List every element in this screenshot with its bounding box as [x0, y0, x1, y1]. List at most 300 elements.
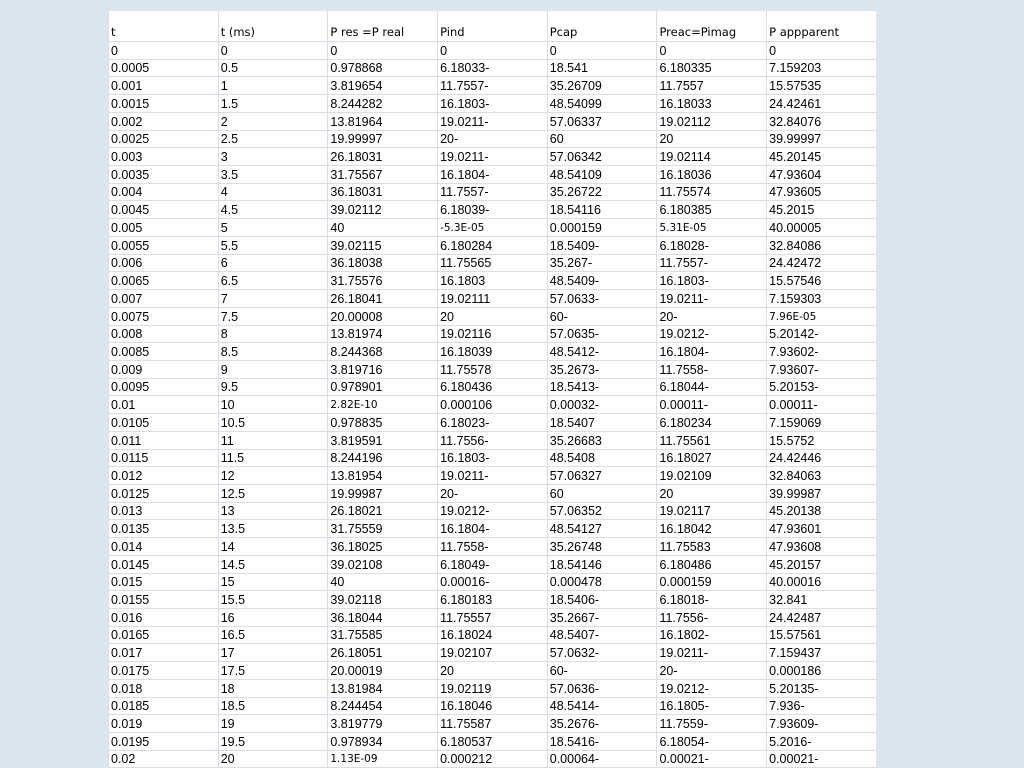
table-cell[interactable]: 6.180234	[657, 414, 767, 432]
table-cell[interactable]: 11.7558-	[657, 360, 767, 378]
table-cell[interactable]: 0.0125	[109, 484, 219, 502]
table-cell[interactable]: 18	[218, 679, 328, 697]
table-cell[interactable]: 7.96E-05	[767, 307, 876, 325]
table-cell[interactable]: 0.00021-	[767, 750, 876, 768]
table-cell[interactable]: 0.009	[109, 360, 219, 378]
table-cell[interactable]: 6.180486	[657, 555, 767, 573]
table-cell[interactable]: 6.18049-	[438, 555, 548, 573]
table-cell[interactable]: 19.02111	[438, 290, 548, 308]
table-cell[interactable]: 6.18028-	[657, 236, 767, 254]
table-cell[interactable]: 16.18042	[657, 520, 767, 538]
table-cell[interactable]: 57.06337	[547, 112, 657, 130]
table-cell[interactable]: 0.0075	[109, 307, 219, 325]
table-cell[interactable]: 19.02114	[657, 148, 767, 166]
column-header-pind[interactable]: Pind	[438, 11, 548, 42]
table-cell[interactable]: 11.7556-	[657, 609, 767, 627]
table-cell[interactable]: 9.5	[218, 378, 328, 396]
table-cell[interactable]: 20	[657, 130, 767, 148]
table-cell[interactable]: 18.54116	[547, 201, 657, 219]
table-cell[interactable]: 16.1805-	[657, 697, 767, 715]
table-cell[interactable]: 20-	[657, 662, 767, 680]
table-cell[interactable]: 0.0085	[109, 343, 219, 361]
table-cell[interactable]: 4.5	[218, 201, 328, 219]
table-cell[interactable]: 47.93604	[767, 166, 876, 184]
table-cell[interactable]: 20.00008	[328, 307, 438, 325]
table-cell[interactable]: 35.26709	[547, 77, 657, 95]
table-cell[interactable]: 19.0211-	[438, 112, 548, 130]
table-cell[interactable]: 18.5413-	[547, 378, 657, 396]
table-cell[interactable]: 7.159437	[767, 644, 876, 662]
table-row	[109, 42, 877, 60]
table-cell[interactable]: 7.93607-	[767, 360, 876, 378]
table-cell[interactable]: 20-	[438, 130, 548, 148]
table-cell[interactable]: 18.5407	[547, 414, 657, 432]
table-cell[interactable]: 11.75574	[657, 183, 767, 201]
table-cell[interactable]: 40	[328, 219, 438, 237]
table-cell[interactable]: 7.93602-	[767, 343, 876, 361]
table-cell[interactable]: 5.31E-05	[657, 219, 767, 237]
table-cell[interactable]: 14	[218, 538, 328, 556]
table-cell[interactable]: 18.5406-	[547, 591, 657, 609]
table-cell[interactable]: 39.99997	[767, 130, 876, 148]
table-cell[interactable]: 11.75557	[438, 609, 548, 627]
table-cell[interactable]: 19.0211-	[657, 644, 767, 662]
table-cell[interactable]: 7	[218, 290, 328, 308]
table-row	[109, 520, 877, 538]
table-cell[interactable]: 39.02108	[328, 555, 438, 573]
table-cell[interactable]: 48.54099	[547, 95, 657, 113]
table-cell[interactable]: 32.84076	[767, 112, 876, 130]
table-cell[interactable]: 48.5407-	[547, 626, 657, 644]
table-row	[109, 325, 877, 343]
table-cell[interactable]: 5.20153-	[767, 378, 876, 396]
table-cell[interactable]: 0.978934	[328, 733, 438, 751]
table-cell[interactable]: 60	[547, 130, 657, 148]
table-cell[interactable]: 0.01	[109, 396, 219, 414]
table-cell[interactable]: 1.13E-09	[328, 750, 438, 768]
table-cell[interactable]: 0	[328, 42, 438, 60]
table-cell[interactable]: 11.5	[218, 449, 328, 467]
table-cell[interactable]: 0	[218, 42, 328, 60]
table-cell[interactable]: 15.57546	[767, 272, 876, 290]
table-cell[interactable]: 16.1803-	[438, 95, 548, 113]
table-cell[interactable]: 6.180537	[438, 733, 548, 751]
table-cell[interactable]: 0.0105	[109, 414, 219, 432]
table-cell[interactable]: 0.014	[109, 538, 219, 556]
table-cell[interactable]: 0	[547, 42, 657, 60]
table-cell[interactable]: 0.000186	[767, 662, 876, 680]
table-cell[interactable]: 40.00016	[767, 573, 876, 591]
table-cell[interactable]: 8.244282	[328, 95, 438, 113]
table-cell[interactable]: 0.0155	[109, 591, 219, 609]
table-cell[interactable]: 11.75578	[438, 360, 548, 378]
table-cell[interactable]: 19.0211-	[657, 290, 767, 308]
table-row	[109, 166, 877, 184]
table-cell[interactable]: 7.159303	[767, 290, 876, 308]
table-cell[interactable]: 0.0165	[109, 626, 219, 644]
table-cell[interactable]: 16.1802-	[657, 626, 767, 644]
table-cell[interactable]: 15.5	[218, 591, 328, 609]
table-cell[interactable]: 0.000478	[547, 573, 657, 591]
table-cell[interactable]: 19.99987	[328, 484, 438, 502]
table-cell[interactable]: 16.5	[218, 626, 328, 644]
table-cell[interactable]: 1.5	[218, 95, 328, 113]
table-cell[interactable]: 32.84063	[767, 467, 876, 485]
table-cell[interactable]: 0.000212	[438, 750, 548, 768]
table-cell[interactable]: 19	[218, 715, 328, 733]
table-cell[interactable]: 3.819591	[328, 431, 438, 449]
table-cell[interactable]: 0.0195	[109, 733, 219, 751]
table-cell[interactable]: 24.42472	[767, 254, 876, 272]
table-cell[interactable]: 6.180385	[657, 201, 767, 219]
table-cell[interactable]: 35.26748	[547, 538, 657, 556]
table-cell[interactable]: 16.1803	[438, 272, 548, 290]
table-cell[interactable]: 20.00019	[328, 662, 438, 680]
table-cell[interactable]: 16.1804-	[657, 343, 767, 361]
table-cell[interactable]: 31.75576	[328, 272, 438, 290]
table-cell[interactable]: 10	[218, 396, 328, 414]
table-cell[interactable]: 57.0635-	[547, 325, 657, 343]
table-cell[interactable]: 18.5416-	[547, 733, 657, 751]
table-cell[interactable]: 24.42487	[767, 609, 876, 627]
table-cell[interactable]: 0.016	[109, 609, 219, 627]
table-cell[interactable]: 0.0115	[109, 449, 219, 467]
table-cell[interactable]: 36.18031	[328, 183, 438, 201]
table-cell[interactable]: 6.180183	[438, 591, 548, 609]
table-cell[interactable]: 20	[218, 750, 328, 768]
table-cell[interactable]: 0.0005	[109, 59, 219, 77]
table-cell[interactable]: 35.2667-	[547, 609, 657, 627]
table-cell[interactable]: 0.018	[109, 679, 219, 697]
table-cell[interactable]: 48.5409-	[547, 272, 657, 290]
table-cell[interactable]: 0.978868	[328, 59, 438, 77]
table-cell[interactable]: 0.00011-	[657, 396, 767, 414]
table-cell[interactable]: 13.5	[218, 520, 328, 538]
table-cell[interactable]: 1	[218, 77, 328, 95]
table-cell[interactable]: 11.7557-	[438, 183, 548, 201]
table-cell[interactable]: 40.00005	[767, 219, 876, 237]
table-cell[interactable]: 11.75565	[438, 254, 548, 272]
table-cell[interactable]: 0.0055	[109, 236, 219, 254]
table-cell[interactable]: 39.99987	[767, 484, 876, 502]
table-cell[interactable]: 5.20142-	[767, 325, 876, 343]
column-header-pcap[interactable]: Pcap	[547, 11, 657, 42]
table-cell[interactable]: 0.00011-	[767, 396, 876, 414]
table-cell[interactable]: 0.000159	[547, 219, 657, 237]
table-cell[interactable]: 0.006	[109, 254, 219, 272]
table-cell[interactable]: 2.5	[218, 130, 328, 148]
table-cell[interactable]: 48.54109	[547, 166, 657, 184]
table-row	[109, 750, 877, 768]
table-cell[interactable]: 17	[218, 644, 328, 662]
table-cell[interactable]: 39.02118	[328, 591, 438, 609]
table-cell[interactable]: 45.20145	[767, 148, 876, 166]
table-cell[interactable]: 48.5412-	[547, 343, 657, 361]
table-cell[interactable]: 0.003	[109, 148, 219, 166]
table-cell[interactable]: 19.02112	[657, 112, 767, 130]
table-cell[interactable]: 36.18025	[328, 538, 438, 556]
table-cell[interactable]: 5.20135-	[767, 679, 876, 697]
table-cell[interactable]: 6.18023-	[438, 414, 548, 432]
table-cell[interactable]: 40	[328, 573, 438, 591]
table-cell[interactable]: 0.012	[109, 467, 219, 485]
table-cell[interactable]: 0.00032-	[547, 396, 657, 414]
table-cell[interactable]: 6.180335	[657, 59, 767, 77]
table-cell[interactable]: 15.57535	[767, 77, 876, 95]
table-cell[interactable]: 15.5752	[767, 431, 876, 449]
table-cell[interactable]: 0.02	[109, 750, 219, 768]
table-cell[interactable]: 19.0212-	[657, 325, 767, 343]
table-cell[interactable]: 18.541	[547, 59, 657, 77]
table-cell[interactable]: 19.99997	[328, 130, 438, 148]
table-cell[interactable]: 19.02117	[657, 502, 767, 520]
column-header-p-real[interactable]: P res =P real	[328, 11, 438, 42]
table-cell[interactable]: 19.02109	[657, 467, 767, 485]
table-cell[interactable]: 24.42446	[767, 449, 876, 467]
table-cell[interactable]: 8.5	[218, 343, 328, 361]
table-cell[interactable]: 0.005	[109, 219, 219, 237]
table-cell[interactable]: 0.0185	[109, 697, 219, 715]
table-cell[interactable]: 0.000106	[438, 396, 548, 414]
table-cell[interactable]: 6	[218, 254, 328, 272]
table-cell[interactable]: 19.0211-	[438, 467, 548, 485]
table-cell[interactable]: 0.019	[109, 715, 219, 733]
table-cell[interactable]: 17.5	[218, 662, 328, 680]
table-cell[interactable]: 11.7559-	[657, 715, 767, 733]
table-cell[interactable]: 48.5414-	[547, 697, 657, 715]
table-cell[interactable]: 39.02112	[328, 201, 438, 219]
table-cell[interactable]: 11.7557-	[438, 77, 548, 95]
table-cell[interactable]: 45.20138	[767, 502, 876, 520]
table-cell[interactable]: 0.000159	[657, 573, 767, 591]
table-cell[interactable]: 20-	[657, 307, 767, 325]
column-header-t[interactable]: t	[109, 11, 219, 42]
table-cell[interactable]: 20-	[438, 484, 548, 502]
table-cell[interactable]: 12	[218, 467, 328, 485]
table-cell[interactable]: 7.93609-	[767, 715, 876, 733]
table-cell[interactable]: 36.18044	[328, 609, 438, 627]
table-cell[interactable]: 57.0633-	[547, 290, 657, 308]
table-cell[interactable]: 57.06327	[547, 467, 657, 485]
table-cell[interactable]: 10.5	[218, 414, 328, 432]
table-cell[interactable]: 16.1803-	[657, 272, 767, 290]
table-cell[interactable]: 32.84086	[767, 236, 876, 254]
table-cell[interactable]: 0.013	[109, 502, 219, 520]
table-cell[interactable]: 4	[218, 183, 328, 201]
table-cell[interactable]: -5.3E-05	[438, 219, 548, 237]
table-cell[interactable]: 0.0135	[109, 520, 219, 538]
table-cell[interactable]: 39.02115	[328, 236, 438, 254]
table-cell[interactable]: 5.5	[218, 236, 328, 254]
table-cell[interactable]: 57.06352	[547, 502, 657, 520]
table-cell[interactable]: 8.244368	[328, 343, 438, 361]
table-cell[interactable]: 8.244196	[328, 449, 438, 467]
table-cell[interactable]: 11.7557-	[657, 254, 767, 272]
table-cell[interactable]: 0.007	[109, 290, 219, 308]
table-cell[interactable]: 45.20157	[767, 555, 876, 573]
table-cell[interactable]: 13.81964	[328, 112, 438, 130]
table-cell[interactable]: 36.18038	[328, 254, 438, 272]
column-header-preac[interactable]: Preac=Pimag	[657, 11, 767, 42]
table-cell[interactable]: 11.7557	[657, 77, 767, 95]
table-cell[interactable]: 35.2673-	[547, 360, 657, 378]
column-header-t-ms[interactable]: t (ms)	[218, 11, 328, 42]
table-cell[interactable]: 0.017	[109, 644, 219, 662]
table-cell[interactable]: 20	[438, 662, 548, 680]
table-cell[interactable]: 16.18039	[438, 343, 548, 361]
table-cell[interactable]: 0.978835	[328, 414, 438, 432]
table-cell[interactable]: 11.75587	[438, 715, 548, 733]
table-cell[interactable]: 11.7556-	[438, 431, 548, 449]
table-cell[interactable]: 8	[218, 325, 328, 343]
table-cell[interactable]: 16.18027	[657, 449, 767, 467]
table-cell[interactable]: 0.0025	[109, 130, 219, 148]
table-cell[interactable]: 3	[218, 148, 328, 166]
table-cell[interactable]: 6.5	[218, 272, 328, 290]
table-cell[interactable]: 6.18054-	[657, 733, 767, 751]
table-cell[interactable]: 6.18044-	[657, 378, 767, 396]
table-cell[interactable]: 11.75583	[657, 538, 767, 556]
table-cell[interactable]: 0.0065	[109, 272, 219, 290]
table-cell[interactable]: 5	[218, 219, 328, 237]
table-cell[interactable]: 19.02107	[438, 644, 548, 662]
table-cell[interactable]: 35.267-	[547, 254, 657, 272]
table-cell[interactable]: 7.159069	[767, 414, 876, 432]
table-cell[interactable]: 0.00016-	[438, 573, 548, 591]
table-cell[interactable]: 13.81974	[328, 325, 438, 343]
table-cell[interactable]: 0.0035	[109, 166, 219, 184]
table-cell[interactable]: 16.1803-	[438, 449, 548, 467]
table-cell[interactable]: 47.93601	[767, 520, 876, 538]
table-cell[interactable]: 6.18039-	[438, 201, 548, 219]
table-cell[interactable]: 31.75567	[328, 166, 438, 184]
table-cell[interactable]: 13	[218, 502, 328, 520]
table-cell[interactable]: 18.54146	[547, 555, 657, 573]
table-cell[interactable]: 0	[767, 42, 876, 60]
table-cell[interactable]: 2	[218, 112, 328, 130]
table-cell[interactable]: 6.18018-	[657, 591, 767, 609]
table-cell[interactable]: 35.26683	[547, 431, 657, 449]
table-cell[interactable]: 0	[657, 42, 767, 60]
table-cell[interactable]: 19.0212-	[657, 679, 767, 697]
table-cell[interactable]: 19.0212-	[438, 502, 548, 520]
table-cell[interactable]: 18.5	[218, 697, 328, 715]
column-header-p-apparent[interactable]: P appparent	[767, 11, 876, 42]
table-cell[interactable]: 32.841	[767, 591, 876, 609]
table-cell[interactable]: 0.00064-	[547, 750, 657, 768]
table-cell[interactable]: 11.7558-	[438, 538, 548, 556]
table-cell[interactable]: 18.5409-	[547, 236, 657, 254]
table-cell[interactable]: 15	[218, 573, 328, 591]
table-cell[interactable]: 26.18041	[328, 290, 438, 308]
table-cell[interactable]: 3.819654	[328, 77, 438, 95]
table-cell[interactable]: 13.81984	[328, 679, 438, 697]
table-cell[interactable]: 0.978901	[328, 378, 438, 396]
table-cell[interactable]: 19.5	[218, 733, 328, 751]
table-cell[interactable]: 57.0632-	[547, 644, 657, 662]
table-cell[interactable]: 6.180284	[438, 236, 548, 254]
table-cell[interactable]: 60-	[547, 662, 657, 680]
table-cell[interactable]: 26.18031	[328, 148, 438, 166]
table-cell[interactable]: 48.54127	[547, 520, 657, 538]
table-cell[interactable]: 15.57561	[767, 626, 876, 644]
table-cell[interactable]: 6.18033-	[438, 59, 548, 77]
table-cell[interactable]: 31.75559	[328, 520, 438, 538]
table-cell[interactable]: 0	[109, 42, 219, 60]
table-cell[interactable]: 26.18051	[328, 644, 438, 662]
table-cell[interactable]: 16.18046	[438, 697, 548, 715]
table-cell[interactable]: 0.015	[109, 573, 219, 591]
table-cell[interactable]: 19.02119	[438, 679, 548, 697]
table-cell[interactable]: 20	[438, 307, 548, 325]
table-cell[interactable]: 16.1804-	[438, 166, 548, 184]
table-cell[interactable]: 16.18024	[438, 626, 548, 644]
table-cell[interactable]: 19.02116	[438, 325, 548, 343]
table-cell[interactable]: 7.936-	[767, 697, 876, 715]
table-cell[interactable]: 0.001	[109, 77, 219, 95]
table-cell[interactable]: 45.2015	[767, 201, 876, 219]
table-cell[interactable]: 0.0145	[109, 555, 219, 573]
table-cell[interactable]: 57.0636-	[547, 679, 657, 697]
table-cell[interactable]: 48.5408	[547, 449, 657, 467]
table-cell[interactable]: 0.00021-	[657, 750, 767, 768]
table-cell[interactable]: 2.82E-10	[328, 396, 438, 414]
table-cell[interactable]: 0.0175	[109, 662, 219, 680]
table-cell[interactable]: 47.93608	[767, 538, 876, 556]
table-row	[109, 697, 877, 715]
table-cell[interactable]: 3.5	[218, 166, 328, 184]
table-cell[interactable]: 5.2016-	[767, 733, 876, 751]
table-cell[interactable]: 3.819716	[328, 360, 438, 378]
table-cell[interactable]: 19.0211-	[438, 148, 548, 166]
table-cell[interactable]: 11	[218, 431, 328, 449]
table-cell[interactable]: 24.42461	[767, 95, 876, 113]
table-cell[interactable]: 11.75561	[657, 431, 767, 449]
table-cell[interactable]: 13.81954	[328, 467, 438, 485]
table-cell[interactable]: 35.2676-	[547, 715, 657, 733]
table-cell[interactable]: 0.011	[109, 431, 219, 449]
table-cell[interactable]: 7.5	[218, 307, 328, 325]
table-cell[interactable]: 16.1804-	[438, 520, 548, 538]
table-cell[interactable]: 0.0095	[109, 378, 219, 396]
table-cell[interactable]: 60	[547, 484, 657, 502]
table-cell[interactable]: 57.06342	[547, 148, 657, 166]
table-cell[interactable]: 0.0045	[109, 201, 219, 219]
table-cell[interactable]: 3.819779	[328, 715, 438, 733]
table-cell[interactable]: 14.5	[218, 555, 328, 573]
table-cell[interactable]: 0.008	[109, 325, 219, 343]
table-cell[interactable]: 9	[218, 360, 328, 378]
table-cell[interactable]: 16.18036	[657, 166, 767, 184]
table-cell[interactable]: 0.5	[218, 59, 328, 77]
table-cell[interactable]: 20	[657, 484, 767, 502]
table-cell[interactable]: 35.26722	[547, 183, 657, 201]
table-cell[interactable]: 60-	[547, 307, 657, 325]
table-cell[interactable]: 12.5	[218, 484, 328, 502]
table-cell[interactable]: 0.0015	[109, 95, 219, 113]
table-cell[interactable]: 16.18033	[657, 95, 767, 113]
table-cell[interactable]: 31.75585	[328, 626, 438, 644]
table-cell[interactable]: 26.18021	[328, 502, 438, 520]
table-cell[interactable]: 6.180436	[438, 378, 548, 396]
table-cell[interactable]: 7.159203	[767, 59, 876, 77]
table-cell[interactable]: 8.244454	[328, 697, 438, 715]
table-cell[interactable]: 47.93605	[767, 183, 876, 201]
table-cell[interactable]: 0.002	[109, 112, 219, 130]
table-cell[interactable]: 0	[438, 42, 548, 60]
table-cell[interactable]: 16	[218, 609, 328, 627]
table-cell[interactable]: 0.004	[109, 183, 219, 201]
